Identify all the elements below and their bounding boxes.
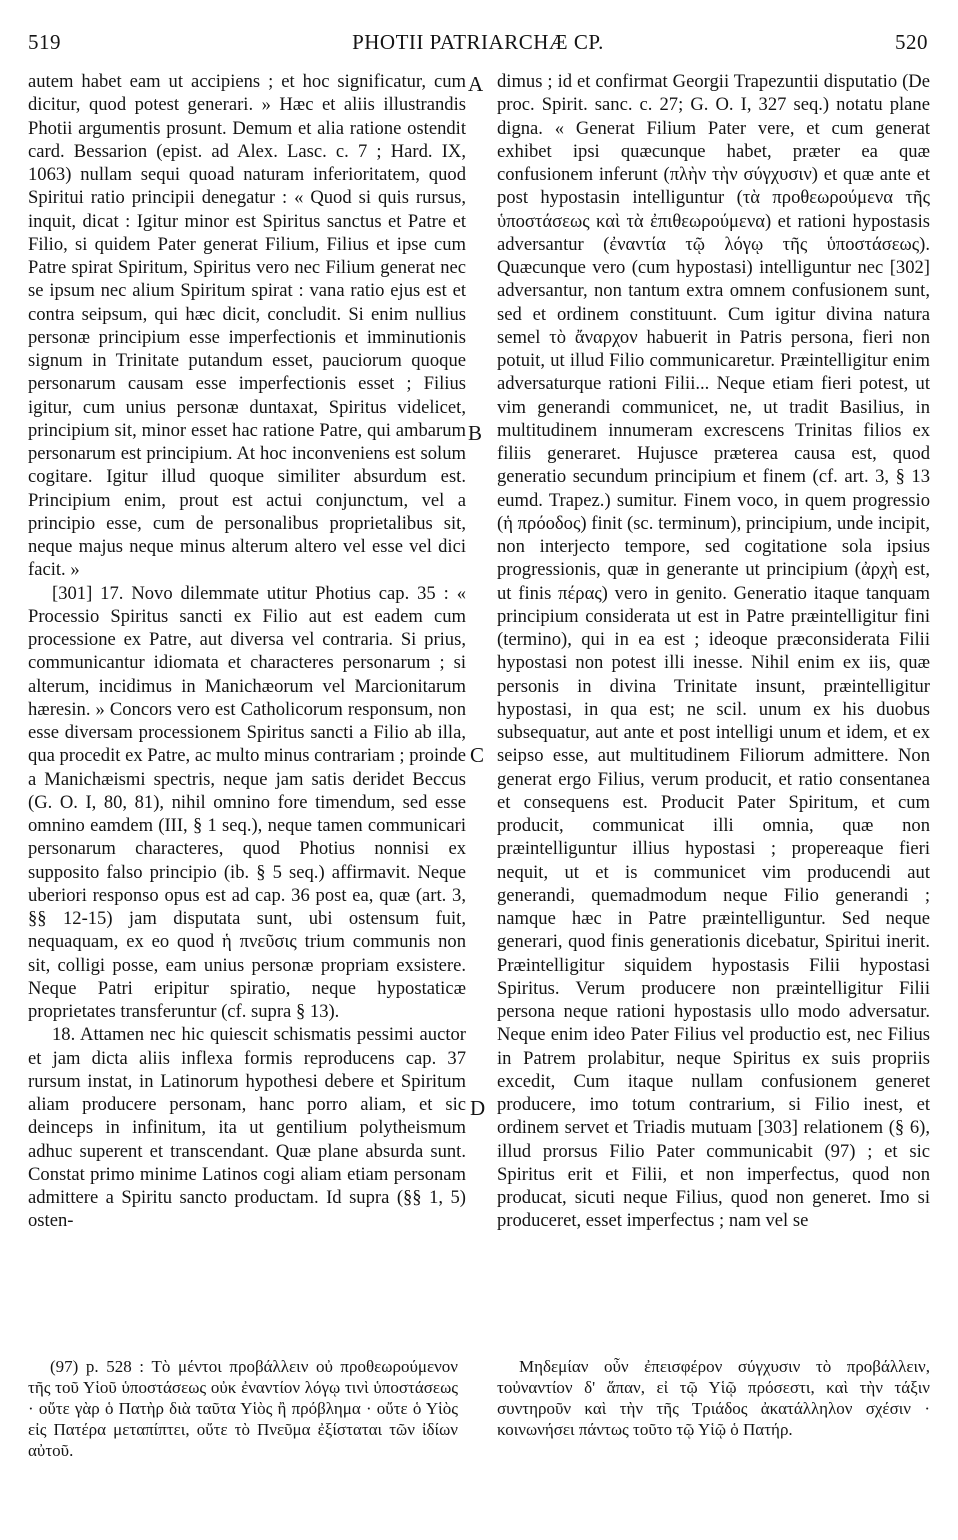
margin-marker-c: C	[470, 743, 485, 767]
page-number-right: 520	[895, 30, 928, 54]
left-column	[28, 70, 466, 1233]
footnote-left	[28, 1356, 458, 1461]
right-paragraph-1: dimus ; id et confirmat Georgii Trapezuntii disputatio (De proc. Spirit. sanc. c. 27; G. O. I, 327 seq.) notatu plane digna. « Generat Filium Pater vere, et cum generat exhibet ipsi quæcunque habet, præter ea quæ confusionem inferunt (πλὴν τὴν σύγχυσιν) et quæ ante et post hypostasin intelliguntur (τὰ προθεωρούμενα τῆς ὑποστάσεως καὶ τὰ ἐπιθεωρούμενα) et rationi hypostasis adversantur (ἐναντία τῷ λόγῳ τῆς ὑποστάσεως). Quæcunque vero (cum hypostasi) intelliguntur nec [302] adversantur, non tantum extra omnem confusionem sunt, sed et ordinem constituunt. Cum igitur divina natura semel τὸ ἄναρχον habuerit in Patris persona, fieri non potuit, ut illud Filio communicaretur. Præintelligitur enim adversaturque rationi Filii... Neque etiam fieri potest, ut vim generandi communicet, ne, ut tradit Basilius, in multitudinem innumeram excrescens Trinitas filios ex filiis generaret. Hujusce præterea causa est, quod generatio secundum principium et finem (cf. art. 3, § 13 eumd. Trapez.) sumitur. Finem voco, in quem progressio (ἡ πρόοδος) finit (sc. terminum), principium, unde incipit, non interjecto tempore, sed cogitatione sola ipsius progressionis, quæ in generante ut principium (ἀρχὴ est, ut finis πέρας) vero in genito. Generatio itaque tanquam principium considerata ut est in Patre præintelligitur fini (termino), qui in ea est ; ideoque præconsiderata Filii hypostasi non potest illi inesse. Nihil enim ex iis, quæ personis in divina Trinitate insunt, præintelligitur hypostasi, in qua est; ne scil. unum ex his duobus subsequatur, aut ante et post intelligi unum et idem, et ex seipso esse, aut multitudinem Filiorum admittere. Non generat ergo Filius, verum producit, et ratio consentanea et consequens est. Producit Pater Spiritum, et cum producit, communicat illi omnia, quæ non præintelliguntur illius hypostasi ; propereaque fieri nequit, ut et is communicet vim producendi aut generandi, quemadmodum neque Filio generandi ; namque hæc in Patre præintelliguntur. Sed neque generari, quod finis generationis dicebatur, Spiritui inerit. Præintelligitur siquidem hypostasis Filii hypostasi Spiritus. Verum producere non præintelligitur Filii persona neque rationi hypostasis ullo modo adversatur. Neque enim ideo Pater Filius vel productio est, nec Filius in Patrem prolabitur, neque Spiritus ex suis propriis excedit, Cum itaque nullam confusionem generet producere, imo totum contrarium, si Filio inest, et ordinem servet et Triadis mutuam [303] relationem (§ 6), illud prorsus Filio Pater communicabit (97) ; et sic Spiritus erit et Filii, et non imperfectus, quod non producat, sicuti neque Filius, quod non generet. Imo si produceret, esset imperfectus ; nam vel se	[497, 71, 930, 1232]
running-header	[28, 30, 928, 60]
margin-marker-b: B	[468, 421, 483, 445]
margin-marker-d: D	[470, 1096, 486, 1120]
footnote-97-continued: Μηδεμίαν οὖν ἐπεισφέρον σύγχυσιν τὸ προβάλλειν, τοὐναντίον δ' ἅπαν, εἰ τῷ Υἱῷ πρόσεστι, καὶ τὴν τάξιν συντηροῦν καὶ τὴν τῆς Τριάδος ἀκατάλληλον σχέσιν · κοινωνήσει πάντως τοῦτο τῷ Υἱῷ ὁ Πατήρ.	[497, 1357, 930, 1439]
left-paragraph-3: 18. Attamen nec hic quiescit schismatis pessimi auctor et jam dicta aliis inflexa formis reproducens cap. 37 rursum instat, in Latinorum hypothesi debere et Spiritum aliam producere personam, hanc porro aliam, et sic deinceps in infinitum, ita ut gentilium polytheismum adhuc superent et transcendant. Quæ plane absurda sunt. Constat primo minime Latinos cogi aliam etiam personam admittere a Spiritu sancto productam. Id supra (§§ 1, 5) osten-	[28, 1024, 466, 1232]
left-paragraph-2: [301] 17. Novo dilemmate utitur Photius cap. 35 : « Processio Spiritus sancti ex Filio aut est eadem cum processione ex Patre, aut diversa vel contraria. Si prius, communicantur idiomata et characteres personarum ; si alterum, incidimus in Manichæorum vel Marcionitarum hæresin. » Concors vero est Catholicorum responsum, non esse diversam processionem Spiritus sancti a Filio ab illa, qua procedit ex Patre, ac multo minus contrariam ; proinde a Manichæismi spectris, neque jam satis deridet Beccus (G. O. I, 80, 81), nihil omnino fore timendum, sed esse omnino eamdem (III, § 1 seq.), neque tamen communicari personarum characteres, quod Photius nonnisi ex supposito falso principio (ib. § 5 seq.) affirmavit. Neque uberiori responso opus est ad cap. 36 post ea, quæ (art. 3, §§ 12-15) jam disputata sunt, ubi ostensum fuit, nequaquam, ex eo quod ἡ πνεῦσις trium communis non sit, colligi posse, eam unius personæ propriam exsistere. Neque Patri eripitur spiratio, neque hypostaticæ proprietates transferuntur (cf. supra § 13).	[28, 582, 466, 1022]
left-paragraph-1: autem habet eam ut accipiens ; et hoc significatur, cum dicitur, quod potest generari. » Hæc et aliis illustrandis Photii argumentis prosunt. Demum et alia ratione ostendit card. Bessarion (epist. ad Alex. Lasc. c. 7 ; Hard. IX, 1063) nullam sequi quoad naturam inferioritatem, quod Spiritui ratio principii denegatur : « Quod si quis rursus, inquit, dicat : Igitur minor est Spiritus sanctus et Patre et Filio, si quidem Pater generat Filium, Filius et ipse cum Patre spirat Spiritum, Spiritus vero nec Filium generat nec se ipsum nec alium Spiritum spirat : vana ratio ejus est et contra seipsum, qui hæc dicit, concludit. Si enim nullius personæ principium esse imperfectionis et imminutionis signum in Trinitate putandum esset, pauciorum quoque personarum causam esse imperfectionis esset ; Filius igitur, cum unius personæ duntaxat, Spiritus videlicet, principium sit, minor esset hac ratione Patre, qui ambarum personarum est principium. At hoc inconveniens est solum cogitare. Igitur illud quoque similiter absurdum est. Principium enim, prout est actui conjunctum, vel a principio esse, cum de personalibus proprietalibus sit, neque majus neque minus alterum altero vel esse vel dici facit. »	[28, 71, 466, 581]
footnote-97: (97) p. 528 : Τὸ μέντοι προβάλλειν οὐ προθεωρούμενον τῆς τοῦ Υἱοῦ ὑποστάσεως οὐκ ἐναντίον λόγῳ τινὶ ὑποστάσεως · οὔτε γὰρ ὁ Πατὴρ διὰ ταῦτα Υἱὸς ἢ πρόβλημα · οὔτε ὁ Υἱὸς εἰς Πατέρα μεταπίπτει, οὔτε τὸ Πνεῦμα ἐξίσταται τῶν ἰδίων αὐτοῦ.	[28, 1357, 458, 1460]
footnote-right	[497, 1356, 930, 1440]
running-title: PHOTII PATRIARCHÆ CP.	[352, 30, 604, 54]
right-column	[497, 70, 930, 1233]
page-number-left: 519	[28, 30, 61, 54]
margin-marker-a: A	[468, 72, 484, 96]
